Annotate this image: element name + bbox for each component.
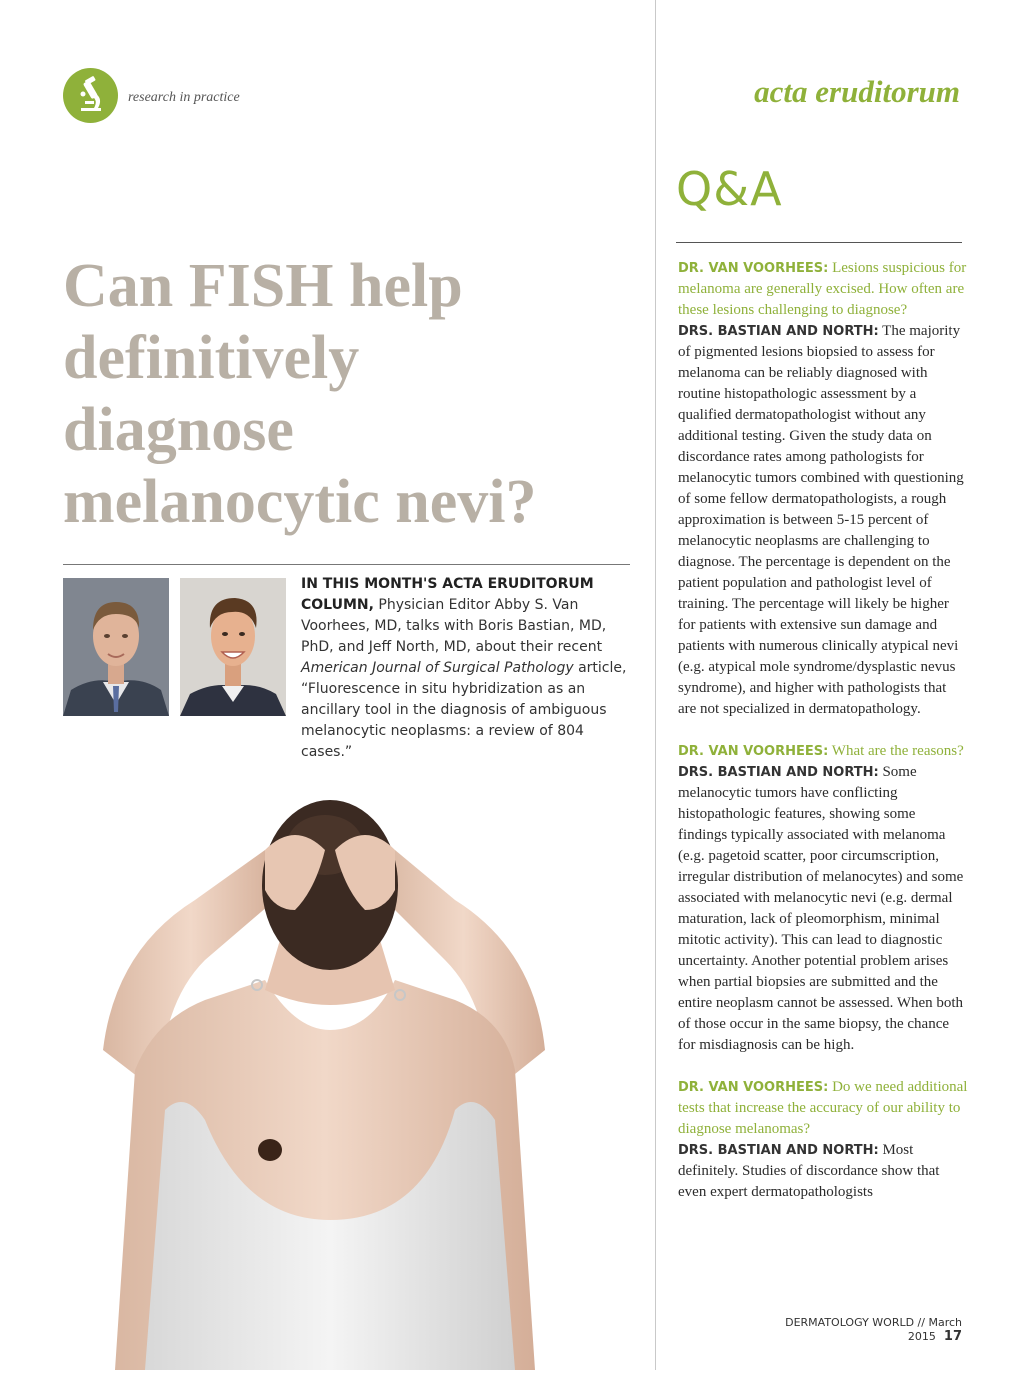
intro-lead: IN THIS MONTH'S ACTA ERUDITORUM COLUMN,: [301, 576, 594, 613]
question-speaker: DR. VAN VOORHEES:: [678, 1080, 829, 1095]
journal-name: American Journal of Surgical Pathology: [301, 660, 574, 676]
qa-rule: [676, 242, 962, 243]
page-footer: [760, 1316, 962, 1344]
answer-text: The majority of pigmented lesions biopsied to assess for melanoma can be reliably diagnosed with routine histopathologic assessment by a qualified dermatopathologist without any additional testing. Given the study data on discordance rates among pathologists for melanocytic tumors combined with questioning of some fellow dermatopathologists, a rough approximation is between 5-15 percent of melanocytic neoplasms are challenging to diagnose. The percentage is dependent on the patient population and pathologist level of training. The percentage will likely be higher for patients with extensive sun damage and patients with numerous clinically atypical nevi (e.g. atypical mole syndrome/dysplastic nevus syndrome), and higher with pathologists that are not specialized in dermatopathology.: [678, 323, 964, 717]
publication-info: DERMATOLOGY WORLD // March 2015: [785, 1316, 962, 1343]
headline-rule: [63, 564, 630, 565]
qa-exchange: [678, 1077, 968, 1203]
intro-text-1: Physician Editor Abby S. Van Voorhees, MD, talks with Boris Bastian, MD, PhD, and Jeff North, MD, about their recent: [301, 597, 607, 655]
qa-exchange: [678, 258, 968, 720]
answer-speaker: DRS. BASTIAN AND NORTH:: [678, 324, 879, 339]
headline-line: Can FISH help: [63, 252, 463, 320]
column-name: acta eruditorum: [754, 74, 960, 109]
question-text: What are the reasons?: [828, 743, 964, 759]
question-text: Lesions suspicious for melanoma are generally excised. How often are these lesions challenging to diagnose?: [678, 260, 967, 318]
headline-line: diagnose: [63, 396, 294, 464]
intro-text: [301, 574, 631, 763]
woman-back-mole-photo: [95, 790, 565, 1370]
question-speaker: DR. VAN VOORHEES:: [678, 261, 829, 276]
question-text: Do we need additional tests that increase the accuracy of our ability to diagnose melanomas?: [678, 1079, 968, 1137]
headline-line: definitively: [63, 324, 360, 392]
headline-line: melanocytic nevi?: [63, 468, 537, 536]
intro-text-2: article, “Fluorescence in situ hybridization as an ancillary tool in the diagnosis of ambiguous melanocytic neoplasms: a review of 804 cases.”: [301, 660, 627, 760]
answer-text: Most definitely. Studies of discordance show that even expert dermatopathologists: [678, 1142, 940, 1200]
column-divider: [655, 0, 656, 1370]
qa-column: [678, 258, 968, 1224]
portrait-photo-1: [63, 578, 169, 716]
question-speaker: DR. VAN VOORHEES:: [678, 744, 829, 759]
answer-text: Some melanocytic tumors have conflicting histopathologic features, showing some findings typically associated with melanoma (e.g. pagetoid scatter, poor circumscription, irregular distribution of melanocytes) and some associated with melanocytic nevi (e.g. dermal maturation, lack of pleomorphism, minimal mitotic activity). This can lead to diagnostic uncertainty. Another potential problem arises when partial biopsies are submitted and the entire neoplasm cannot be assessed. When both of those occur in the same biopsy, the chance for misdiagnosis can be high.: [678, 764, 964, 1053]
answer-speaker: DRS. BASTIAN AND NORTH:: [678, 765, 879, 780]
page-number: 17: [943, 1329, 962, 1344]
qa-exchange: [678, 741, 968, 1056]
section-label: research in practice: [128, 90, 240, 105]
qa-title: Q&A: [676, 162, 783, 216]
portrait-photo-2: [180, 578, 286, 716]
answer-speaker: DRS. BASTIAN AND NORTH:: [678, 1143, 879, 1158]
microscope-logo-icon: [63, 68, 118, 123]
headline: [63, 250, 623, 538]
